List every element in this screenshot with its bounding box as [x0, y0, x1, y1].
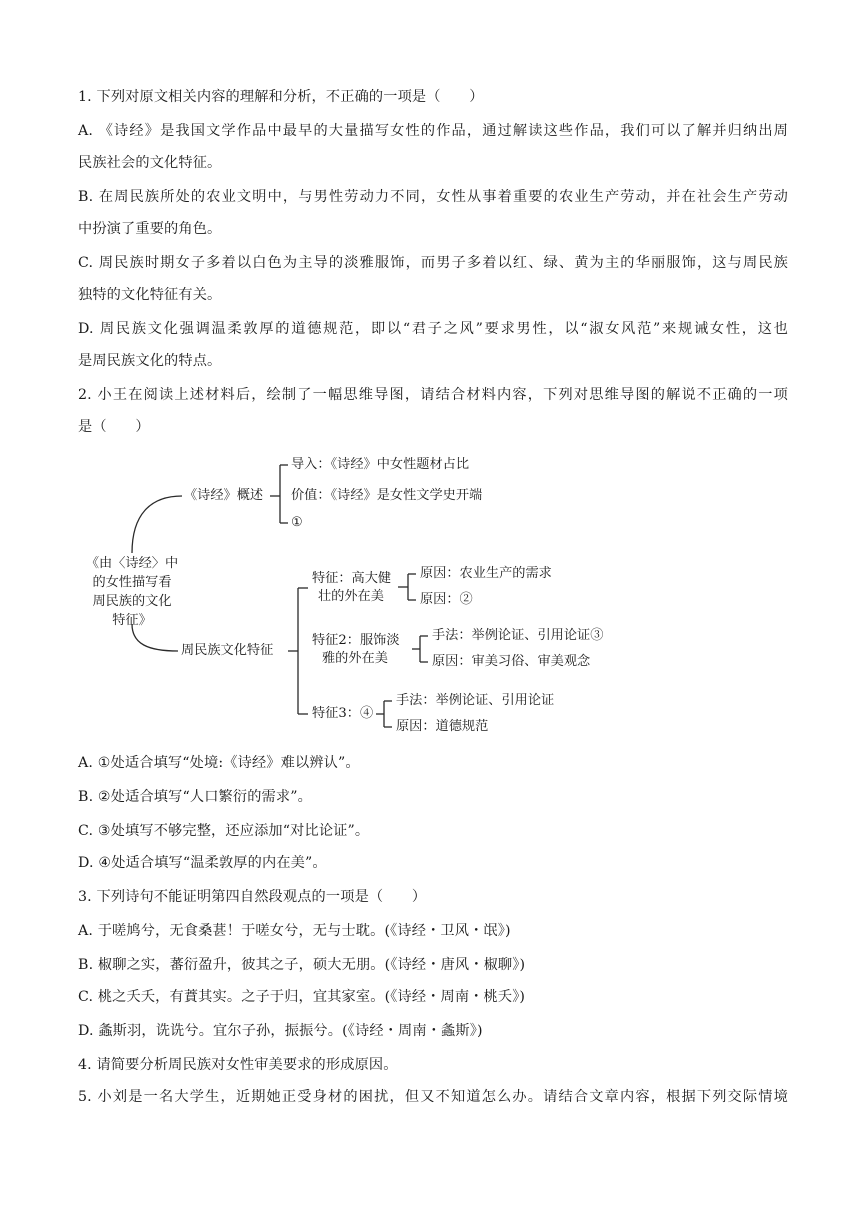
- q3-option-a: A. 于嗟鸠兮，无食桑葚！于嗟女兮，无与士耽。(《诗经・卫风・氓》): [78, 923, 511, 939]
- mindmap-blank1: ①: [291, 515, 303, 530]
- mindmap-feature3-method: 手法：举例论证、引用论证: [396, 693, 555, 708]
- mindmap-root-line3: 周民族的文化: [92, 594, 172, 609]
- mindmap-feature2-line2: 雅的外在美: [322, 651, 388, 666]
- mindmap-feature2-line1: 特征2：服饰淡: [312, 633, 400, 648]
- q2-option-b: B. ②处适合填写“人口繁衍的需求”。: [78, 789, 312, 805]
- q2-stem-line1: 2. 小王在阅读上述材料后，绘制了一幅思维导图，请结合材料内容，下列对思维导图的解说不正确的一项: [78, 387, 788, 403]
- mindmap-overview: 《诗经》概述: [184, 488, 264, 503]
- q1-option-d-line1: D. 周民族文化强调温柔敦厚的道德规范，即以“君子之风”要求男性，以“淑女风范”来规诫女性，这也: [78, 321, 788, 337]
- q3-option-d: D. 螽斯羽，诜诜兮。宜尔子孙，振振兮。(《诗经・周南・螽斯》): [78, 1023, 483, 1039]
- mindmap-feature1-reason2: 原因：②: [420, 592, 473, 607]
- q1-option-b-line2: 中扮演了重要的角色。: [78, 221, 222, 237]
- mindmap-value: 价值：《诗经》是女性文学史开端: [291, 488, 483, 503]
- q2-option-c: C. ③处填写不够完整，还应添加“对比论证”。: [78, 823, 370, 839]
- mindmap-root-line1: 《由〈诗经〉中: [85, 556, 179, 571]
- q2-stem-line2: 是（ ）: [78, 419, 150, 435]
- mindmap-feature1-reason1: 原因：农业生产的需求: [420, 566, 552, 581]
- mindmap-feature2-reason: 原因：审美习俗、审美观念: [432, 654, 591, 669]
- q1-option-d-line2: 是周民族文化的特点。: [78, 353, 222, 369]
- q3-option-b: B. 椒聊之实，蕃衍盈升，彼其之子，硕大无朋。(《诗经・唐风・椒聊》): [78, 957, 526, 973]
- mindmap-root-line2: 的女性描写看: [92, 575, 172, 590]
- q1-option-c-line2: 独特的文化特征有关。: [78, 287, 222, 303]
- q1-option-a-line1: A. 《诗经》是我国文学作品中最早的大量描写女性的作品，通过解读这些作品，我们可以了解并归纳出周: [78, 123, 788, 139]
- mindmap-feature3: 特征3：④: [312, 706, 374, 721]
- mindmap-root-line4: 特征》: [112, 613, 152, 628]
- q2-option-a: A. ①处适合填写“处境:《诗经》难以辨认”。: [78, 755, 360, 771]
- q1-stem: 1. 下列对原文相关内容的理解和分析，不正确的一项是（ ）: [78, 89, 484, 105]
- mindmap-feature1-line2: 壮的外在美: [318, 589, 384, 604]
- q1-option-b-line1: B. 在周民族所处的农业文明中，与男性劳动力不同，女性从事着重要的农业生产劳动，并在社会生产劳动: [78, 189, 788, 205]
- q4-stem: 4. 请简要分析周民族对女性审美要求的形成原因。: [78, 1057, 398, 1073]
- q3-option-c: C. 桃之夭夭，有蕡其实。之子于归，宜其家室。(《诗经・周南・桃夭》): [78, 989, 526, 1005]
- q1-option-c-line1: C. 周民族时期女子多着以白色为主导的淡雅服饰，而男子多着以红、绿、黄为主的华丽服饰，这与周民族: [78, 255, 788, 271]
- mindmap-culture: 周民族文化特征: [181, 643, 274, 658]
- mindmap-intro: 导入：《诗经》中女性题材占比: [291, 457, 470, 472]
- mindmap-feature1-line1: 特征：高大健: [312, 571, 392, 586]
- q1-option-a-line2: 民族社会的文化特征。: [78, 155, 222, 171]
- mindmap-feature3-reason: 原因：道德规范: [396, 719, 489, 734]
- mindmap-feature2-method: 手法：举例论证、引用论证③: [432, 628, 604, 643]
- q2-option-d: D. ④处适合填写“温柔敦厚的内在美”。: [78, 855, 327, 871]
- q5-stem: 5. 小刘是一名大学生，近期她正受身材的困扰，但又不知道怎么办。请结合文章内容，根据下列交际情境: [78, 1089, 788, 1105]
- q3-stem: 3. 下列诗句不能证明第四自然段观点的一项是（ ）: [78, 889, 427, 905]
